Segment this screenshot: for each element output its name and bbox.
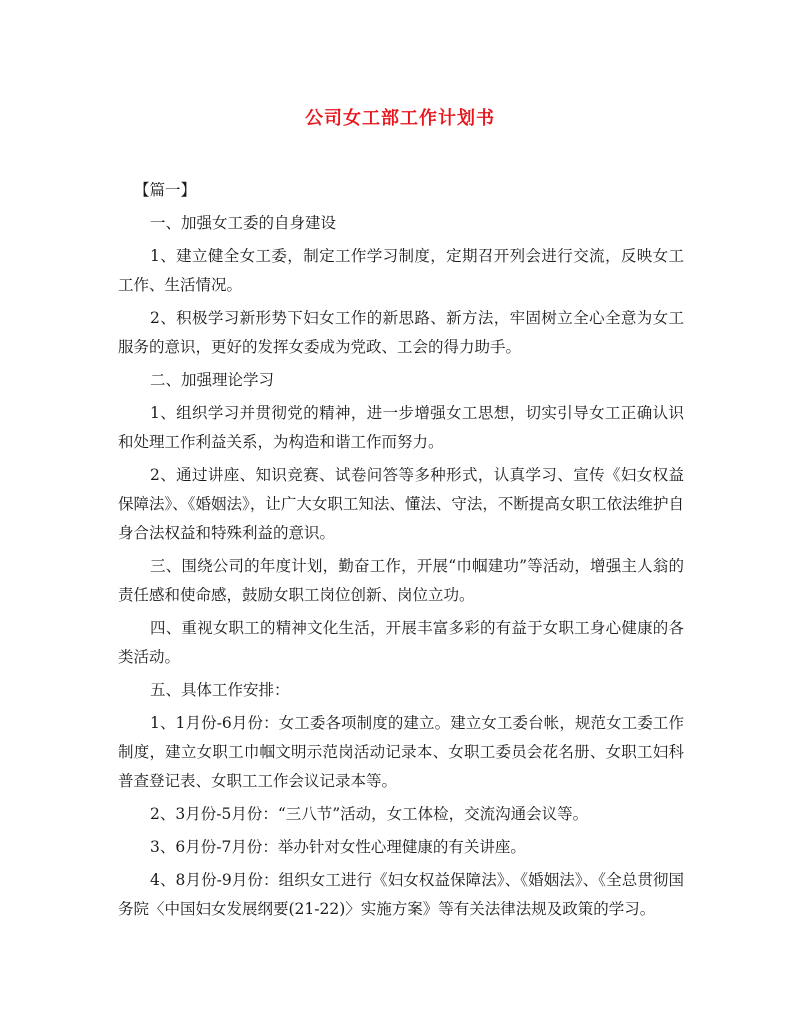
document-body [118, 176, 684, 928]
paragraph: 2、通过讲座、知识竞赛、试卷问答等多种形式，认真学习、宣传《妇女权益保障法》、《婚姻法》，让广大女职工知法、懂法、守法，不断提高女职工依法维护自身合法权益和特殊利益的意识。 [118, 466, 684, 542]
paragraph: 四、重视女职工的精神文化生活，开展丰富多彩的有益于女职工身心健康的各类活动。 [118, 619, 684, 666]
paragraph: 2、积极学习新形势下妇女工作的新思路、新方法，牢固树立全心全意为女工服务的意识，更好的发挥女委成为党政、工会的得力助手。 [118, 309, 684, 356]
heading-item-1: 一、加强女工委的自身建设 [150, 214, 337, 232]
paragraph: 1、组织学习并贯彻党的精神，进一步增强女工思想，切实引导女工正确认识和处理工作利益关系，为构造和谐工作而努力。 [118, 404, 684, 451]
heading-item-5: 五、具体工作安排： [150, 681, 290, 699]
document-title: 公司女工部工作计划书 [305, 108, 495, 129]
paragraph: 三、围绕公司的年度计划，勤奋工作，开展“巾帼建功”等活动，增强主人翁的责任感和使命感，鼓励女职工岗位创新、岗位立功。 [118, 557, 684, 604]
paragraph: 1、1月份-6月份：女工委各项制度的建立。建立女工委台帐，规范女工委工作制度，建立女职工巾帼文明示范岗活动记录本、女职工委员会花名册、女职工妇科普查登记表、女职工工作会议记录本等。 [118, 714, 684, 790]
paragraph: 1、建立健全女工委，制定工作学习制度，定期召开列会进行交流，反映女工工作、生活情况。 [118, 247, 684, 294]
section-heading-part-one: 【篇一】 [134, 181, 197, 199]
paragraph: 4、8月份-9月份：组织女工进行《妇女权益保障法》、《婚姻法》、《全总贯彻国务院〈中国妇女发展纲要(21-22)〉实施方案》等有关法律法规及政策的学习。 [118, 871, 684, 918]
paragraph: 2、3月份-5月份：“三八节”活动，女工体检，交流沟通会议等。 [150, 805, 589, 823]
paragraph: 3、6月份-7月份：举办针对女性心理健康的有关讲座。 [150, 838, 526, 856]
heading-item-2: 二、加强理论学习 [150, 371, 275, 389]
